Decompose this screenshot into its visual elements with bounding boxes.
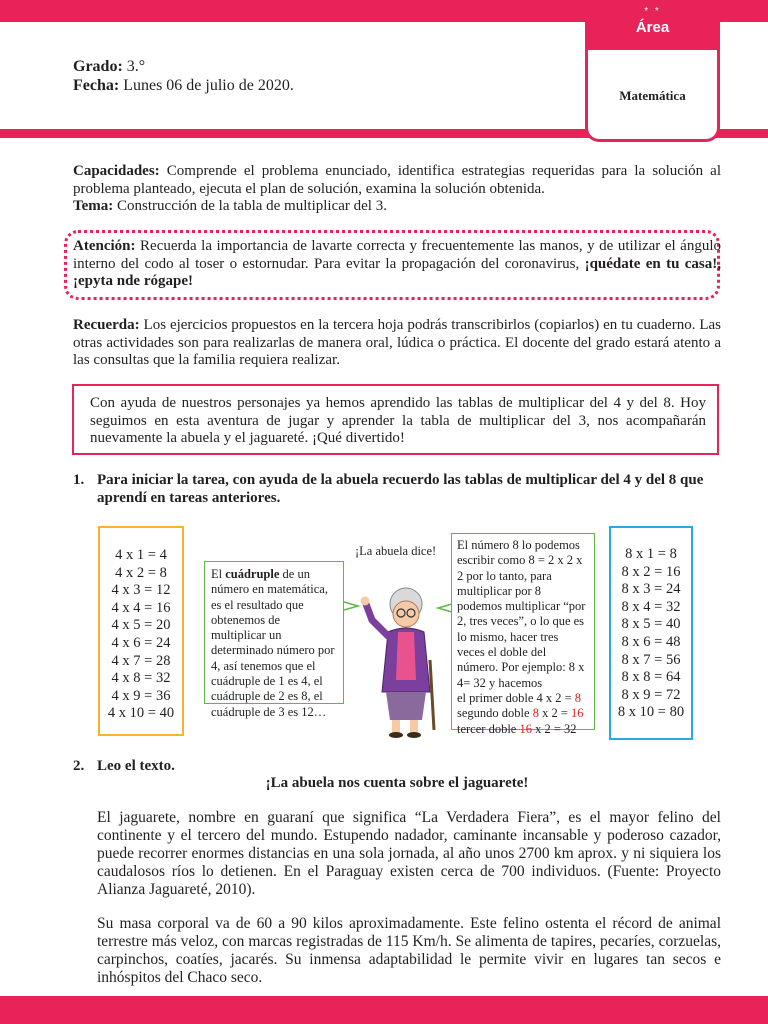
capacities-label: Capacidades: xyxy=(73,163,160,179)
date-value: Lunes 06 de julio de 2020. xyxy=(123,77,294,94)
grade-line xyxy=(73,57,145,77)
table4-row: 4 x 9 = 36 xyxy=(111,687,171,704)
area-tab xyxy=(585,0,720,142)
date-line xyxy=(73,76,294,96)
double-bubble xyxy=(451,533,595,736)
area-header xyxy=(588,0,717,50)
quadruple-bubble xyxy=(204,561,344,719)
bubble-left-pre: El xyxy=(211,567,223,581)
topic-paragraph xyxy=(73,198,721,216)
first-double-label: el primer doble 4 x 2 = xyxy=(457,690,572,705)
table-of-4 xyxy=(98,526,184,736)
story-paragraph-1: El jaguarete, nombre en guaraní que significa “La Verdadera Fiera”, es el mayor felino del continente y el tercero del mundo. Estupendo nadador, caminante incansable y poderoso cazador, puede recorrer enormes distancias en una sola jornada, al año unos 2700 km aprox. y ni siquiera los caudalosos ríos lo detienen. En el Paraguay existen cerca de 700 individuos. (Fuente: Proyecto Alianza Jaguareté, 2010). xyxy=(97,809,721,898)
bubble-pointer-right xyxy=(438,604,452,612)
attention-paragraph xyxy=(73,238,721,291)
grandma-leg xyxy=(410,720,418,734)
grandma-illustration xyxy=(340,580,460,740)
grade-value: 3.° xyxy=(126,58,146,75)
grandma-shoe xyxy=(389,732,403,738)
table8-row: 8 x 9 = 72 xyxy=(621,686,681,703)
grandma-skirt xyxy=(386,692,426,720)
second-double-label: segundo doble xyxy=(457,706,530,721)
topic-text: Construcción de la tabla de multiplicar del 3. xyxy=(117,198,387,214)
table4-row: 4 x 1 = 4 xyxy=(115,547,167,563)
capacities-text: Comprende el problema enunciado, identifica estrategias requeridas para la solución al problema planteado, ejecuta el plan de solución, examina la solución obtenida. xyxy=(73,163,722,197)
story-title: ¡La abuela nos cuenta sobre el jaguarete! xyxy=(265,775,529,791)
remember-paragraph xyxy=(73,317,721,370)
third-double-label: tercer doble xyxy=(457,721,517,736)
table4-row: 4 x 5 = 20 xyxy=(111,617,171,634)
bubble-right-text: El número 8 lo podemos escribir como 8 = 2 x 2 x 2 por lo tanto, para multiplicar por 8 podemos multiplicar “por 2, tres veces”, o lo que es lo mismo, hacer tres veces el doble del número. Por ejemplo: 8 x 4= 32 y hacemos xyxy=(457,538,586,690)
first-double-result: 8 xyxy=(574,690,582,705)
task1-number: 1. xyxy=(73,472,85,488)
table8-row: 8 x 10 = 80 xyxy=(617,704,685,721)
table8-row: 8 x 4 = 32 xyxy=(621,598,681,615)
table4-row: 4 x 4 = 16 xyxy=(111,599,171,616)
capacities-paragraph xyxy=(73,163,721,198)
third-double-base: 16 xyxy=(519,721,532,736)
intro-text: Con ayuda de nuestros personajes ya hemos aprendido las tablas de multiplicar del 4 y del 8. Hoy seguimos en esta aventura de jugar y aprender la tabla de multiplicar del 3, nos acompañarán nuevamente la abuela y el jaguareté. ¡Qué divertido! xyxy=(90,395,706,446)
second-double-operator: x 2 = xyxy=(542,706,568,721)
grandma-hand xyxy=(361,597,370,606)
grandma-blouse xyxy=(396,632,416,680)
table8-row: 8 x 3 = 24 xyxy=(621,581,681,598)
grandma-says-label: ¡La abuela dice! xyxy=(355,544,437,558)
task2-number: 2. xyxy=(73,758,85,774)
table4-row: 4 x 6 = 24 xyxy=(111,634,171,651)
bottom-bar xyxy=(0,996,768,1024)
second-double-base: 8 xyxy=(532,706,539,721)
topic-label: Tema: xyxy=(73,198,114,214)
bubble-left-bold: cuádruple xyxy=(225,567,280,581)
date-label: Fecha: xyxy=(73,77,120,94)
table8-row: 8 x 2 = 16 xyxy=(621,563,681,580)
table4-row: 4 x 3 = 12 xyxy=(111,582,171,599)
second-double-result: 16 xyxy=(571,706,584,721)
attention-emphasis: ¡quédate en tu casa!, ¡epyta nde rógape! xyxy=(73,255,721,289)
subject-name: Matemática xyxy=(619,88,686,103)
table8-row: 8 x 6 = 48 xyxy=(621,633,681,650)
attention-label: Atención: xyxy=(73,238,136,254)
table4-row: 4 x 7 = 28 xyxy=(111,652,171,669)
attention-text: Recuerda la importancia de lavarte correcta y frecuentemente las manos, y de utilizar el ángulo interno del codo al toser o estornudar. Para evitar la propagación del coronavirus, xyxy=(73,238,721,272)
table8-row: 8 x 7 = 56 xyxy=(621,651,681,668)
bubble-left-text: de un número en matemática, es el resultado que obtenemos de multiplicar un determinado número por 4, así tenemos que el cuádruple de 1 es 4, el cuádruple de 2 es 8, el cuádruple de 3 es 12… xyxy=(211,567,335,719)
area-stars: * * xyxy=(644,6,661,17)
grandma-cane xyxy=(430,660,434,730)
table8-row: 8 x 8 = 64 xyxy=(621,669,681,686)
area-label: Área xyxy=(635,19,670,36)
grandma-shoe xyxy=(407,732,421,738)
bubble-pointer-left xyxy=(344,602,358,610)
third-double-result: x 2 = 32 xyxy=(535,721,577,736)
table-of-8 xyxy=(609,526,693,740)
task2-text: Leo el texto. xyxy=(97,758,175,774)
grade-label: Grado: xyxy=(73,58,123,75)
table8-row: 8 x 1 = 8 xyxy=(625,546,677,562)
remember-label: Recuerda: xyxy=(73,317,140,333)
grandma-raised-arm xyxy=(366,604,388,636)
story-paragraph-2: Su masa corporal va de 60 a 90 kilos aproximadamente. Este felino ostenta el récord de animal terrestre más veloz, con marcas registradas de 115 Km/h. Se alimenta de tapires, pecaríes, corzuelas, carpinchos, coatíes, jacarés. Su inmensa adaptabilidad le permite vivir en lugares tan secos e inhóspitos del Chaco seco. xyxy=(97,915,721,986)
grandma-leg xyxy=(392,720,400,734)
table4-row: 4 x 8 = 32 xyxy=(111,670,171,687)
table8-row: 8 x 5 = 40 xyxy=(621,616,681,633)
table4-row: 4 x 10 = 40 xyxy=(107,705,175,722)
table4-row: 4 x 2 = 8 xyxy=(115,564,167,581)
task1-text: Para iniciar la tarea, con ayuda de la abuela recuerdo las tablas de multiplicar del 4 y del 8 que aprendí en tareas anteriores. xyxy=(97,472,704,506)
remember-text: Los ejercicios propuestos en la tercera hoja podrás transcribirlos (copiarlos) en tu cuaderno. Las otras actividades son para realizarlas de manera oral, lúdica o práctica. El docente del grado estará atento a las consultas que la familia requiera realizar. xyxy=(73,317,721,368)
